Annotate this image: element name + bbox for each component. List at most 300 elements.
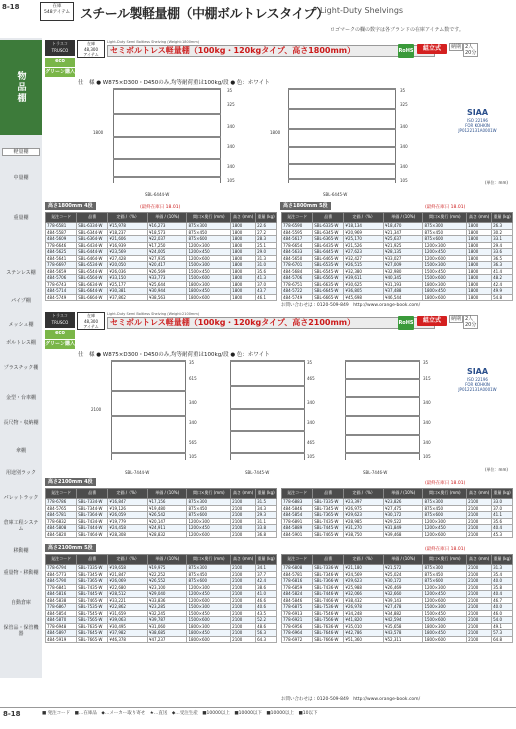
table-cell: ¥21,347 [383, 229, 423, 236]
table-cell: 1800 [467, 275, 492, 282]
table-cell: 49.9 [492, 288, 513, 295]
table-cell: 33.0 [492, 499, 513, 506]
shelf [111, 360, 186, 362]
table-cell[interactable]: 484-5650 [282, 255, 313, 262]
table-cell[interactable]: 484-5846 [282, 505, 313, 512]
table-cell: ¥32,066 [344, 591, 384, 598]
table-cell: 1500×450 [423, 610, 467, 617]
table-row [46, 623, 277, 630]
table-cell[interactable]: 778-6646 [46, 242, 77, 249]
table-cell: ¥27,623 [344, 249, 384, 256]
table-cell: 1800×300 [423, 623, 467, 630]
table-row [282, 512, 513, 519]
siaa-title: SIAA [466, 367, 489, 376]
table-cell[interactable]: 778-6964 [282, 630, 313, 637]
table-cell: 2100 [231, 610, 256, 617]
table-cell: 1500×450 [187, 268, 231, 275]
green-badge: グリーン購入 [45, 341, 75, 347]
table-cell: 2100 [467, 525, 492, 532]
col-size: 間口×奥行 (mm) [187, 213, 231, 223]
table-cell: 875×600 [423, 512, 467, 519]
sidebar-item-pallet[interactable]: パレットラック [3, 495, 39, 501]
spec-line: 仕 様 ● W875×D300・D450のみ,均等耐荷重は100kg/段 ● 色：ホワイト [78, 80, 270, 86]
table-cell: 42.4 [256, 578, 277, 585]
table-row [46, 236, 277, 243]
table-cell: 1800 [467, 255, 492, 262]
table-cell: ¥28,308 [108, 531, 148, 538]
table-cell: 2100 [467, 591, 492, 598]
category-box-line: 548アイテム [44, 9, 70, 15]
table-cell: SBL-7335-W [77, 565, 108, 572]
table-cell: SBL-7646-W [313, 630, 344, 637]
table-cell: SBL-6334-W [77, 223, 108, 230]
table-cell[interactable]: 778-6701 [282, 262, 313, 269]
sidebar-item-plastic[interactable]: プラスチック棚 [3, 365, 39, 371]
table-cell: 48.2 [492, 275, 513, 282]
table-cell: ¥45,698 [344, 294, 384, 301]
table-cell: ¥34,248 [344, 610, 384, 617]
table-cell: ¥38,750 [344, 531, 384, 538]
table-row [46, 249, 277, 256]
col-weight: 重量 (kg) [492, 555, 513, 565]
sidebar-item-storage[interactable]: 保管品・保管機器 [3, 625, 39, 637]
table-cell: SBL-6464-W [77, 255, 108, 262]
table-row [282, 578, 513, 585]
table-cell: ¥31,060 [147, 623, 187, 630]
table-cell: SBL-7364-W [77, 512, 108, 519]
table-row [282, 499, 513, 506]
col-height: 高さ (mm) [467, 213, 492, 223]
table-cell: ¥46,378 [108, 636, 148, 643]
table-cell: ¥42,786 [344, 630, 384, 637]
rack-illustration [230, 360, 305, 460]
product-title: セミボルトレス軽量棚（100kg・120kgタイプ、高さ1800mm） [107, 45, 435, 57]
table-cell[interactable]: 484-5595 [282, 229, 313, 236]
table-cell: 40.4 [492, 591, 513, 598]
level-dim: 340 [423, 420, 431, 425]
table-cell: 1200×600 [423, 255, 467, 262]
table-cell[interactable]: 484-5765 [46, 505, 77, 512]
sidebar-item-medium[interactable]: 中量棚 [13, 175, 29, 181]
table-cell: 875×600 [187, 578, 231, 585]
spec-line: 仕 様 ● W875×D300・D450のみ,均等耐荷重は100kg/段 ● 色：ホワイト [78, 352, 270, 358]
table-cell[interactable]: 778-6751 [282, 281, 313, 288]
level-dim: 340 [227, 164, 235, 169]
table-cell[interactable]: 484-5617 [282, 236, 313, 243]
table-row [282, 249, 513, 256]
table-cell: SBL-6564-W [77, 275, 108, 282]
col-list-price: 定価 /（%） [344, 213, 384, 223]
sidebar-item-pipe[interactable]: パイプ棚 [11, 298, 31, 304]
table-cell: 2100 [231, 512, 256, 519]
stock-unit: アイテム [83, 52, 99, 57]
table-cell: SBL-7445-W [77, 591, 108, 598]
col-height: 高さ (mm) [467, 555, 492, 565]
table-cell[interactable]: 778-6786 [46, 499, 77, 506]
table-cell[interactable]: 484-5706 [46, 275, 77, 282]
table-cell: ¥24,458 [108, 525, 148, 532]
table-cell: ¥26,515 [344, 262, 384, 269]
category-box-line: 在庫 [52, 4, 62, 9]
table-cell[interactable]: 484-5816 [46, 591, 77, 598]
table-cell: 31.1 [256, 518, 277, 525]
table-cell[interactable]: 778-6808 [282, 565, 313, 572]
table-cell[interactable]: 778-6794 [46, 565, 77, 572]
subheading-4-tier: 高さ1800mm 4段 [45, 202, 96, 210]
table-cell[interactable]: 484-5897 [46, 630, 77, 637]
table-cell: 2100 [231, 604, 256, 611]
table-cell: SBL-7446-W [313, 591, 344, 598]
product-title: セミボルトレス軽量棚（100kg・120kgタイプ、高さ2100mm） [107, 317, 435, 329]
table-cell: SBL-6345-W [313, 229, 344, 236]
sidebar-item-stainless[interactable]: ステンレス棚 [6, 270, 36, 276]
table-cell: ¥29,623 [344, 578, 384, 585]
table-cell[interactable]: 778-6883 [282, 499, 313, 506]
table-cell: 875×450 [423, 505, 467, 512]
table-cell: 45.3 [492, 531, 513, 538]
table-row [46, 571, 277, 578]
table-cell[interactable]: 484-5846 [282, 597, 313, 604]
level-dim: 105 [423, 454, 431, 459]
sidebar-item-heavy[interactable]: 重量棚 [13, 215, 29, 221]
table-cell[interactable]: 484-5684 [282, 268, 313, 275]
table-cell: ¥25,170 [344, 236, 384, 243]
col-unit-price: 単価 / (10%) [147, 555, 187, 565]
table-cell: 875×300 [187, 565, 231, 572]
rohs-badge: RoHS [398, 316, 414, 330]
col-part-no: 品番 [77, 489, 108, 499]
table-cell[interactable]: 778-6891 [282, 518, 313, 525]
table-cell: ¥22,862 [108, 604, 148, 611]
sidebar-item-boltless[interactable]: ボルトレス棚 [6, 340, 36, 346]
table-cell: ¥20,147 [147, 518, 187, 525]
table-cell[interactable]: 484-5714 [46, 288, 77, 295]
table-cell[interactable]: 484-5824 [282, 591, 313, 598]
rohs-badge: RoHS [398, 44, 414, 58]
table-cell: 41.3 [256, 275, 277, 282]
table-row [46, 229, 277, 236]
shelf [288, 128, 396, 130]
table-cell: ¥27,475 [383, 505, 423, 512]
sidebar-item-umbrella[interactable]: 傘棚 [15, 448, 26, 454]
table-cell: 36.8 [256, 531, 277, 538]
sidebar-item-mold[interactable]: 金型・台車棚 [5, 395, 36, 401]
table-cell[interactable]: 778-6913 [282, 610, 313, 617]
table-cell[interactable]: 778-6654 [282, 242, 313, 249]
level-dim: 340 [189, 420, 197, 425]
subheading-4-tier: 高さ2100mm 4段 [45, 478, 96, 486]
shelf [111, 390, 186, 392]
table-cell: SBL-6534-W [77, 262, 108, 269]
sidebar-item-light[interactable]: 軽量棚 [2, 148, 40, 156]
table-cell: 1800 [231, 294, 256, 301]
col-order-code: 発注コード [282, 489, 313, 499]
table-row [282, 505, 513, 512]
table-cell: 26.3 [492, 223, 513, 230]
siaa-for: FOR KOHKIN [465, 123, 490, 128]
table-row [282, 565, 513, 572]
table-cell[interactable]: 484-5790 [46, 578, 77, 585]
table-cell: 1500×600 [423, 617, 467, 624]
page-header [0, 0, 516, 24]
table-cell[interactable]: 484-5706 [282, 275, 313, 282]
table-cell[interactable]: 484-5870 [46, 617, 77, 624]
col-height: 高さ (mm) [231, 213, 256, 223]
table-cell[interactable]: 484-5749 [46, 294, 77, 301]
table-cell: SBL-7536-W [313, 604, 344, 611]
table-cell[interactable]: 484-5838 [46, 597, 77, 604]
table-cell: 2100 [231, 571, 256, 578]
footer-page-number: 8-18 [3, 710, 21, 718]
col-weight: 重量 (kg) [492, 213, 513, 223]
table-cell: 2100 [467, 565, 492, 572]
shelf [230, 452, 305, 454]
rack-label: SBL-7445-W [245, 470, 270, 475]
table-cell: SBL-6465-W [313, 255, 344, 262]
table-cell[interactable]: 484-5609 [46, 236, 77, 243]
table-cell[interactable]: 778-6875 [282, 604, 313, 611]
table-cell[interactable]: 484-5633 [282, 249, 313, 256]
table-cell: SBL-7435-W [313, 518, 344, 525]
table-row [282, 591, 513, 598]
table-cell: 40.6 [256, 604, 277, 611]
assemble-badge: 組立式 [417, 44, 447, 54]
level-dim: 35 [423, 360, 429, 365]
shelf [288, 88, 396, 90]
table-row [282, 281, 513, 288]
table-cell: SBL-7336-W [313, 565, 344, 572]
table-row [282, 288, 513, 295]
table-cell[interactable]: 778-6841 [46, 584, 77, 591]
table-cell: SBL-7436-W [313, 584, 344, 591]
sidebar-item-mesh[interactable]: メッシュ棚 [8, 322, 34, 328]
table-cell: 1800 [467, 268, 492, 275]
table-cell: ¥39,063 [108, 617, 148, 624]
col-size: 間口×奥行 (mm) [187, 489, 231, 499]
table-cell: 875×450 [187, 505, 231, 512]
table-cell[interactable]: 484-5854 [282, 512, 313, 519]
logo-note: ロゴマークの欄の数字は各ブランドの在庫アイテム数です。 [330, 27, 464, 33]
table-cell[interactable]: 484-5722 [282, 288, 313, 295]
table-cell: 1800 [231, 249, 256, 256]
table-cell: ¥32,660 [383, 591, 423, 598]
table-cell[interactable]: 778-6859 [282, 584, 313, 591]
col-part-no: 品番 [313, 555, 344, 565]
level-dim: 315 [423, 376, 431, 381]
table-cell: 1200×300 [187, 242, 231, 249]
stock-box [77, 40, 105, 58]
siaa-mark [450, 108, 505, 152]
table-cell: 1200×600 [187, 531, 231, 538]
table-cell: SBL-7365-W [77, 578, 108, 585]
table-cell: 1800 [467, 236, 492, 243]
assembly-time [449, 43, 463, 51]
table-row [46, 262, 277, 269]
col-list-price: 定価 /（%） [108, 213, 148, 223]
days-minutes: 20分 [465, 322, 477, 328]
table-cell: 64.3 [256, 636, 277, 643]
table-cell: 2100 [231, 531, 256, 538]
table-cell: ¥23,826 [383, 499, 423, 506]
table-cell[interactable]: 484-5587 [46, 229, 77, 236]
table-cell: ¥32,427 [344, 255, 384, 262]
col-height: 高さ (mm) [467, 489, 492, 499]
table-cell[interactable]: 778-6590 [282, 223, 313, 230]
table-cell: ¥33,773 [147, 275, 187, 282]
table-cell: ¥41,820 [344, 617, 384, 624]
table-row [282, 268, 513, 275]
col-order-code: 発注コード [46, 489, 77, 499]
table-cell: SBL-7465-W [313, 531, 344, 538]
table-row [46, 512, 277, 519]
table-cell: 1800×300 [187, 623, 231, 630]
table-row [46, 597, 277, 604]
level-dim: 340 [189, 400, 197, 405]
table-cell[interactable]: 484-5781 [46, 512, 77, 519]
table-cell: 1800 [231, 275, 256, 282]
table-cell: 2100 [231, 499, 256, 506]
table-cell: 1800×450 [423, 288, 467, 295]
product-header [107, 312, 507, 329]
table-cell[interactable]: 484-5919 [46, 636, 77, 643]
col-part-no: 品番 [77, 213, 108, 223]
table-cell: 2100 [231, 591, 256, 598]
table-cell: ¥51,360 [344, 636, 384, 643]
table-cell: SBL-7365-W [313, 512, 344, 519]
table-cell: ¥26,542 [147, 512, 187, 519]
table-cell: SBL-7346-W [313, 571, 344, 578]
table-cell: 1800 [467, 281, 492, 288]
table-cell[interactable]: 484-5889 [282, 525, 313, 532]
table-cell[interactable]: 778-6972 [282, 636, 313, 643]
table-cell[interactable]: 484-5808 [46, 525, 77, 532]
shelf [111, 452, 186, 454]
product-table-right [281, 212, 513, 301]
table-cell[interactable]: 484-5773 [46, 571, 77, 578]
level-dim: 35 [400, 88, 406, 93]
siaa-iso: ISO 22196 [467, 377, 488, 382]
table-cell: 875×300 [423, 565, 467, 572]
product-table-left-2 [45, 554, 277, 643]
table-row [282, 223, 513, 230]
table-cell[interactable]: 484-5641 [46, 255, 77, 262]
level-dim: 340 [400, 124, 408, 129]
siaa-title: SIAA [466, 108, 489, 117]
table-cell: 54.0 [492, 617, 513, 624]
table-cell: ¥26,978 [344, 604, 384, 611]
table-row [282, 518, 513, 525]
level-dim: 35 [189, 360, 195, 365]
table-cell: 2100 [467, 630, 492, 637]
table-cell: ¥24,005 [147, 249, 187, 256]
table-cell: 1800 [467, 262, 492, 269]
subheading-5-tier: 高さ1800mm 5段 [280, 202, 331, 210]
table-cell: ¥26,552 [147, 578, 187, 585]
table-cell[interactable]: 484-5901 [282, 531, 313, 538]
table-cell[interactable]: 778-6743 [46, 281, 77, 288]
table-cell[interactable]: 778-6948 [46, 623, 77, 630]
table-cell: SBL-7344-W [77, 505, 108, 512]
level-dim: 105 [227, 178, 235, 183]
table-cell: 2100 [467, 571, 492, 578]
table-cell[interactable]: 778-6832 [46, 518, 77, 525]
table-row [46, 531, 277, 538]
table-row [46, 268, 277, 275]
table-cell: 1800 [467, 249, 492, 256]
table-cell[interactable]: 778-6956 [282, 623, 313, 630]
shelf [113, 136, 221, 138]
table-cell: ¥22,252 [147, 571, 187, 578]
col-unit-price: 単価 / (10%) [383, 555, 423, 565]
rack-illustration [111, 360, 186, 460]
table-cell[interactable]: 778-6867 [46, 604, 77, 611]
col-order-code: 発注コード [282, 213, 313, 223]
col-list-price: 定価 /（%） [108, 489, 148, 499]
table-cell: 2100 [467, 505, 492, 512]
sidebar-item-auto[interactable]: 自動倉庫 [10, 600, 31, 606]
table-cell: 875×450 [187, 229, 231, 236]
sidebar-item-long[interactable]: 長尺物・収納棚 [3, 420, 39, 426]
level-dim: 565 [189, 440, 197, 445]
table-cell: 34.3 [256, 505, 277, 512]
level-dim: 340 [227, 144, 235, 149]
table-cell[interactable]: 778-6921 [282, 617, 313, 624]
table-cell[interactable]: 484-5781 [282, 571, 313, 578]
table-cell: ¥28,135 [383, 249, 423, 256]
days-label: 納期 [451, 316, 462, 322]
table-cell[interactable]: 484-5820 [46, 531, 77, 538]
table-cell[interactable]: 778-6697 [46, 262, 77, 269]
table-cell: 1800 [231, 236, 256, 243]
table-cell: ¥21,847 [108, 571, 148, 578]
sidebar-item-warehouse[interactable]: 倉庫工程システム [3, 520, 39, 532]
table-cell: 1800×450 [423, 630, 467, 637]
table-cell[interactable]: 778-6581 [46, 223, 77, 230]
table-cell[interactable]: 484-5625 [46, 249, 77, 256]
sidebar-item-mobile[interactable]: 移動棚 [13, 548, 29, 554]
table-cell[interactable]: 484-5659 [46, 268, 77, 275]
table-cell: 37.0 [256, 281, 277, 288]
table-cell: ¥22,680 [108, 584, 148, 591]
table-cell: ¥27,935 [147, 255, 187, 262]
table-cell: 46.1 [256, 294, 277, 301]
days-people: 2人 [465, 316, 474, 322]
table-cell: ¥33,027 [383, 255, 423, 262]
shelf [230, 360, 305, 362]
table-cell[interactable]: 484-5749 [282, 294, 313, 301]
table-cell: ¥47,237 [147, 636, 187, 643]
table-cell: ¥30,172 [383, 578, 423, 585]
table-cell: 1200×600 [187, 597, 231, 604]
table-cell: 2100 [467, 499, 492, 506]
table-cell: SBL-7366-W [313, 578, 344, 585]
table-cell[interactable]: 484-5854 [46, 610, 77, 617]
table-cell[interactable]: 778-6816 [282, 578, 313, 585]
table-cell: 1800 [231, 229, 256, 236]
col-part-no: 品番 [313, 489, 344, 499]
table-cell: ¥46,544 [383, 294, 423, 301]
sidebar-item-heavy-mobile[interactable]: 重量物・移動棚 [3, 570, 39, 576]
col-weight: 重量 (kg) [256, 555, 277, 565]
table-cell: ¥16,273 [147, 223, 187, 230]
table-cell: 2100 [231, 623, 256, 630]
eco-badge: eco [45, 330, 75, 339]
table-cell: ¥25,637 [383, 236, 423, 243]
sidebar-item-purpose[interactable]: 用途別ラック [6, 470, 36, 476]
brand-sub: TRUSCO [51, 48, 69, 53]
table-row [46, 584, 277, 591]
table-cell: 57.3 [492, 630, 513, 637]
